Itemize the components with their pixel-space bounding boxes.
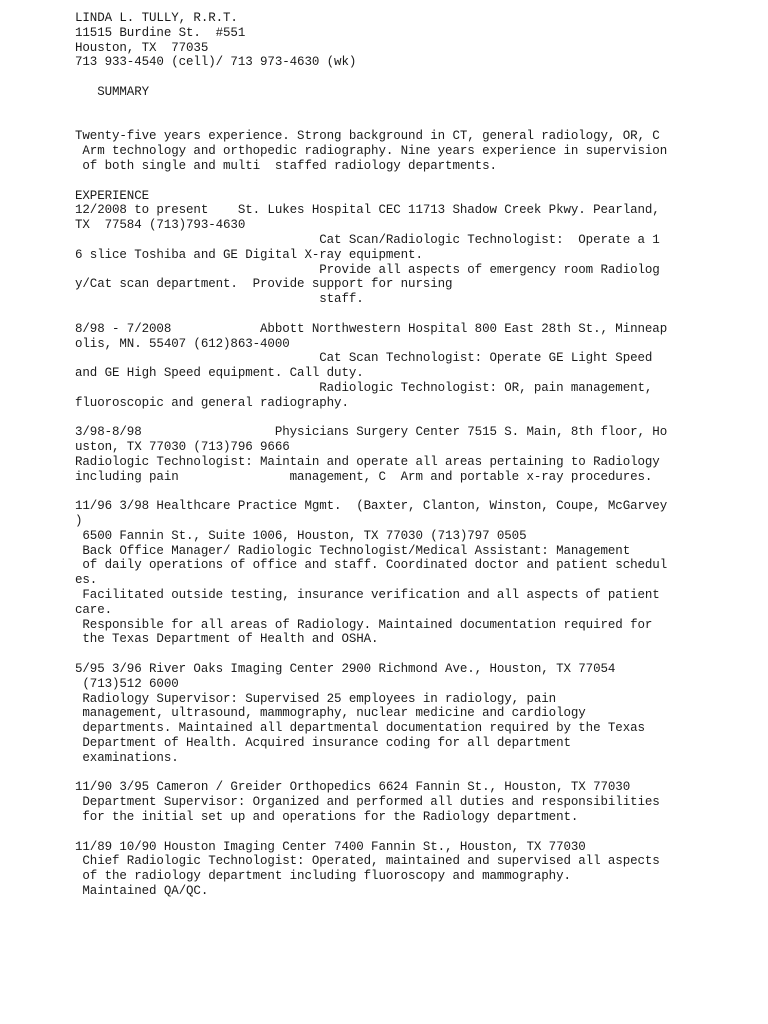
document-line [75, 115, 755, 130]
document-line: 713 933-4540 (cell)/ 713 973-4630 (wk) [75, 55, 357, 70]
document-line: Cat Scan/Radiologic Technologist: Operate a 1 [75, 232, 660, 247]
document-line: TX 77584 (713)793-4630 [75, 218, 246, 233]
document-line: Cat Scan Technologist: Operate GE Light Speed [75, 351, 653, 366]
document-line: for the initial set up and operations for the Radiology department. [75, 810, 579, 825]
document-line: Arm technology and orthopedic radiography. Nine years experience in supervision [75, 144, 668, 159]
document-line [75, 766, 755, 781]
document-line: 6 slice Toshiba and GE Digital X-ray equipment. [75, 247, 423, 262]
document-line: 11/96 3/98 Healthcare Practice Mgmt. (Baxter, Clanton, Winston, Coupe, McGarvey [75, 499, 668, 514]
document-line: EXPERIENCE [75, 188, 150, 203]
document-line: Houston, TX 77035 [75, 40, 209, 55]
document-line: uston, TX 77030 (713)796 9666 [75, 440, 290, 455]
document-line: Department Supervisor: Organized and performed all duties and responsibilities [75, 795, 660, 810]
document-line: the Texas Department of Health and OSHA. [75, 632, 379, 647]
document-line [75, 485, 755, 500]
document-line: 12/2008 to present St. Lukes Hospital CEC 11713 Shadow Creek Pkwy. Pearland, [75, 203, 660, 218]
document-line [75, 307, 755, 322]
document-line: (713)512 6000 [75, 676, 179, 691]
document-line: including pain management, C Arm and portable x-ray procedures. [75, 469, 653, 484]
document-line: 3/98-8/98 Physicians Surgery Center 7515 S. Main, 8th floor, Ho [75, 425, 668, 440]
document-line: of daily operations of office and staff. Coordinated doctor and patient schedul [75, 558, 668, 573]
document-line: y/Cat scan department. Provide support for nursing [75, 277, 453, 292]
document-line: departments. Maintained all departmental documentation required by the Texas [75, 721, 645, 736]
document-line: es. [75, 573, 98, 588]
document-line: Radiologic Technologist: OR, pain management, [75, 380, 653, 395]
document-line: LINDA L. TULLY, R.R.T. [75, 11, 238, 25]
document-line: care. [75, 602, 113, 617]
document-line: Responsible for all areas of Radiology. Maintained documentation required for [75, 617, 653, 632]
document-line: Radiologic Technologist: Maintain and operate all areas pertaining to Radiology [75, 454, 660, 469]
document-line [75, 70, 755, 85]
document-line: of both single and multi staffed radiology departments. [75, 158, 497, 173]
document-line: Facilitated outside testing, insurance verification and all aspects of patient [75, 588, 660, 603]
document-line [75, 174, 755, 189]
document-line: Department of Health. Acquired insurance coding for all department [75, 736, 571, 751]
document-line: 6500 Fannin St., Suite 1006, Houston, TX 77030 (713)797 0505 [75, 528, 527, 543]
document-line: olis, MN. 55407 (612)863-4000 [75, 336, 290, 351]
document-line: examinations. [75, 750, 179, 765]
document-line: 11/90 3/95 Cameron / Greider Orthopedics 6624 Fannin St., Houston, TX 77030 [75, 780, 631, 795]
document-line: 5/95 3/96 River Oaks Imaging Center 2900 Richmond Ave., Houston, TX 77054 [75, 662, 616, 677]
document-line [75, 100, 755, 115]
document-line: 11/89 10/90 Houston Imaging Center 7400 Fannin St., Houston, TX 77030 [75, 839, 586, 854]
document-line: of the radiology department including fluoroscopy and mammography. [75, 869, 571, 884]
document-line: fluoroscopic and general radiography. [75, 395, 349, 410]
document-line: Radiology Supervisor: Supervised 25 employees in radiology, pain [75, 691, 557, 706]
document-line [75, 825, 755, 840]
document-line [75, 411, 755, 426]
document-line: Provide all aspects of emergency room Radiolog [75, 262, 660, 277]
document-line: management, ultrasound, mammography, nuclear medicine and cardiology [75, 706, 586, 721]
document-line: 8/98 - 7/2008 Abbott Northwestern Hospital 800 East 28th St., Minneap [75, 321, 668, 336]
document-line [75, 647, 755, 662]
resume-document [75, 11, 755, 899]
document-line: and GE High Speed equipment. Call duty. [75, 366, 364, 381]
document-line: SUMMARY [75, 84, 150, 99]
document-line: Twenty-five years experience. Strong background in CT, general radiology, OR, C [75, 129, 660, 144]
document-line: staff. [75, 292, 364, 307]
document-line: 11515 Burdine St. #551 [75, 25, 246, 40]
document-line: ) [75, 514, 83, 529]
document-line: Back Office Manager/ Radiologic Technologist/Medical Assistant: Management [75, 543, 631, 558]
document-line: Chief Radiologic Technologist: Operated, maintained and supervised all aspects [75, 854, 660, 869]
document-line: Maintained QA/QC. [75, 884, 209, 899]
